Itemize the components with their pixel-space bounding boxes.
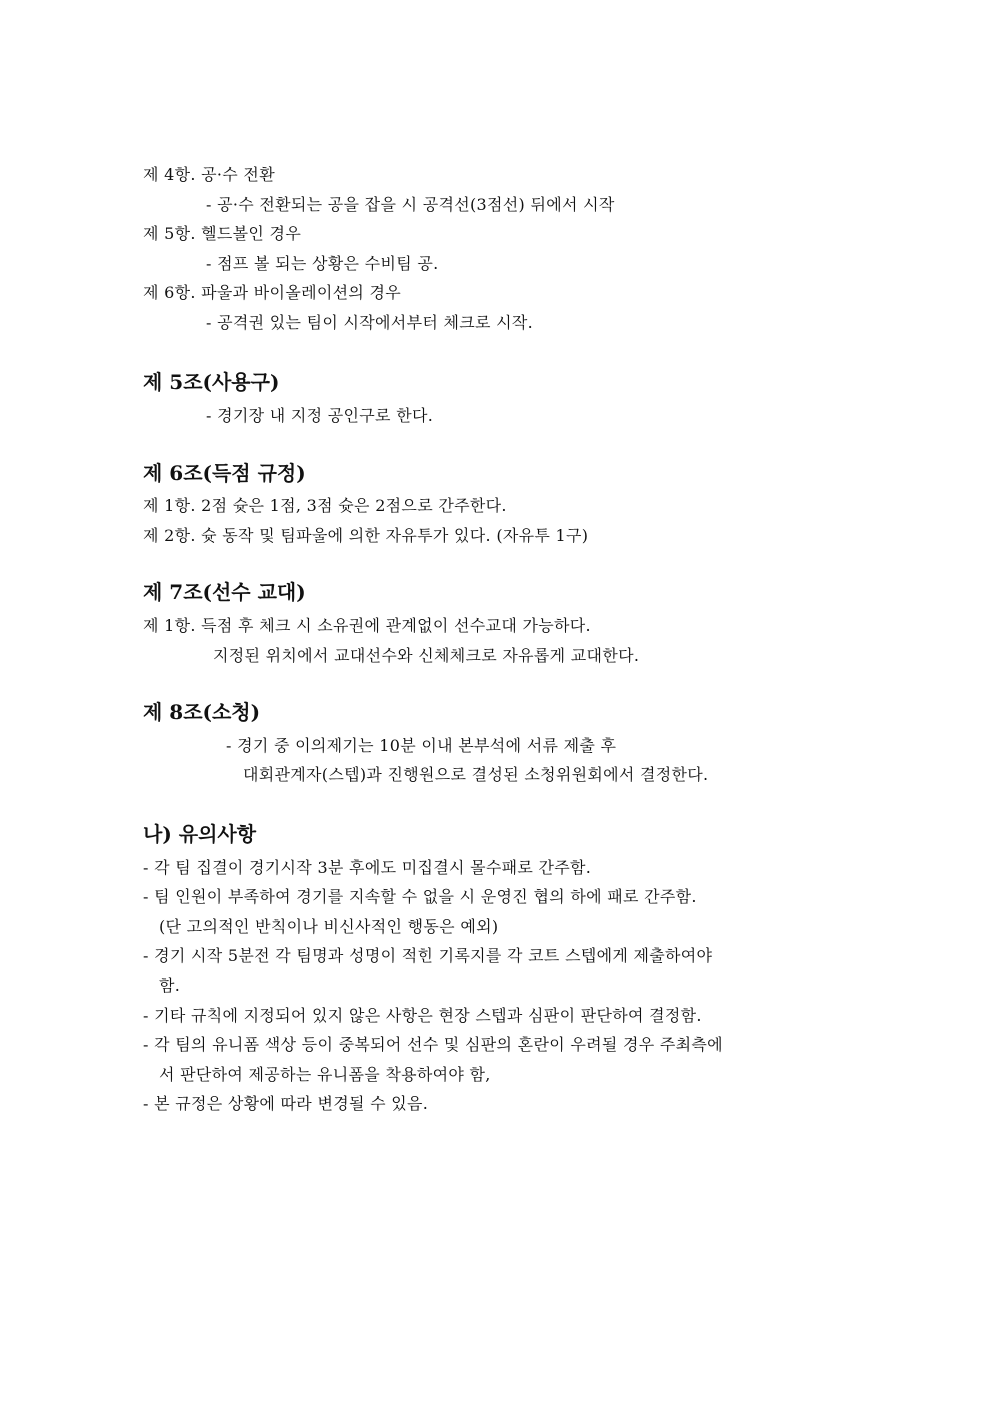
article-6-line-2: 제 2항. 슛 동작 및 팀파울에 의한 자유투가 있다. (자유투 1구) xyxy=(143,526,589,545)
notes-line-5: 함. xyxy=(159,976,181,995)
clause-item-4-title: 제 4항. 공·수 전환 xyxy=(143,165,275,184)
article-8-heading: 제 8조(소청) xyxy=(143,700,261,724)
notes-line-7: - 각 팀의 유니폼 색상 등이 중복되어 선수 및 심판의 혼란이 우려될 경우 주최측에 xyxy=(143,1035,723,1054)
clause-item-5-title: 제 5항. 헬드볼인 경우 xyxy=(143,224,302,243)
notes-line-6: - 기타 규칙에 지정되어 있지 않은 사항은 현장 스텝과 심판이 판단하여 결정함. xyxy=(143,1006,702,1025)
article-5-heading: 제 5조(사용구) xyxy=(143,370,280,394)
article-8-line-2: 대회관계자(스텝)과 진행원으로 결성된 소청위원회에서 결정한다. xyxy=(243,765,709,784)
clause-item-6-detail: - 공격권 있는 팀이 시작에서부터 체크로 시작. xyxy=(206,313,534,332)
notes-heading: 나) 유의사항 xyxy=(143,822,257,846)
clause-item-6-title: 제 6항. 파울과 바이올레이션의 경우 xyxy=(143,283,401,302)
notes-line-2: - 팀 인원이 부족하여 경기를 지속할 수 없을 시 운영진 협의 하에 패로 간주함. xyxy=(143,887,697,906)
notes-line-3: (단 고의적인 반칙이나 비신사적인 행동은 예외) xyxy=(159,917,499,936)
article-8-line-1: - 경기 중 이의제기는 10분 이내 본부석에 서류 제출 후 xyxy=(226,736,617,755)
article-7-heading: 제 7조(선수 교대) xyxy=(143,580,306,604)
clause-item-5-detail: - 점프 볼 되는 상황은 수비팀 공. xyxy=(206,254,439,273)
clause-item-4-detail: - 공·수 전환되는 공을 잡을 시 공격선(3점선) 뒤에서 시작 xyxy=(206,195,615,214)
notes-line-8: 서 판단하여 제공하는 유니폼을 착용하여야 함, xyxy=(159,1065,491,1084)
article-7-line-2: 지정된 위치에서 교대선수와 신체체크로 자유롭게 교대한다. xyxy=(213,646,640,665)
article-5-line: - 경기장 내 지정 공인구로 한다. xyxy=(206,406,434,425)
article-6-line-1: 제 1항. 2점 슛은 1점, 3점 슛은 2점으로 간주한다. xyxy=(143,496,507,515)
notes-line-1: - 각 팀 집결이 경기시작 3분 후에도 미집결시 몰수패로 간주함. xyxy=(143,858,592,877)
notes-line-4: - 경기 시작 5분전 각 팀명과 성명이 적힌 기록지를 각 코트 스텝에게 제출하여야 xyxy=(143,946,713,965)
article-6-heading: 제 6조(득점 규정) xyxy=(143,461,306,485)
article-7-line-1: 제 1항. 득점 후 체크 시 소유권에 관계없이 선수교대 가능하다. xyxy=(143,616,591,635)
notes-line-9: - 본 규정은 상황에 따라 변경될 수 있음. xyxy=(143,1094,429,1113)
